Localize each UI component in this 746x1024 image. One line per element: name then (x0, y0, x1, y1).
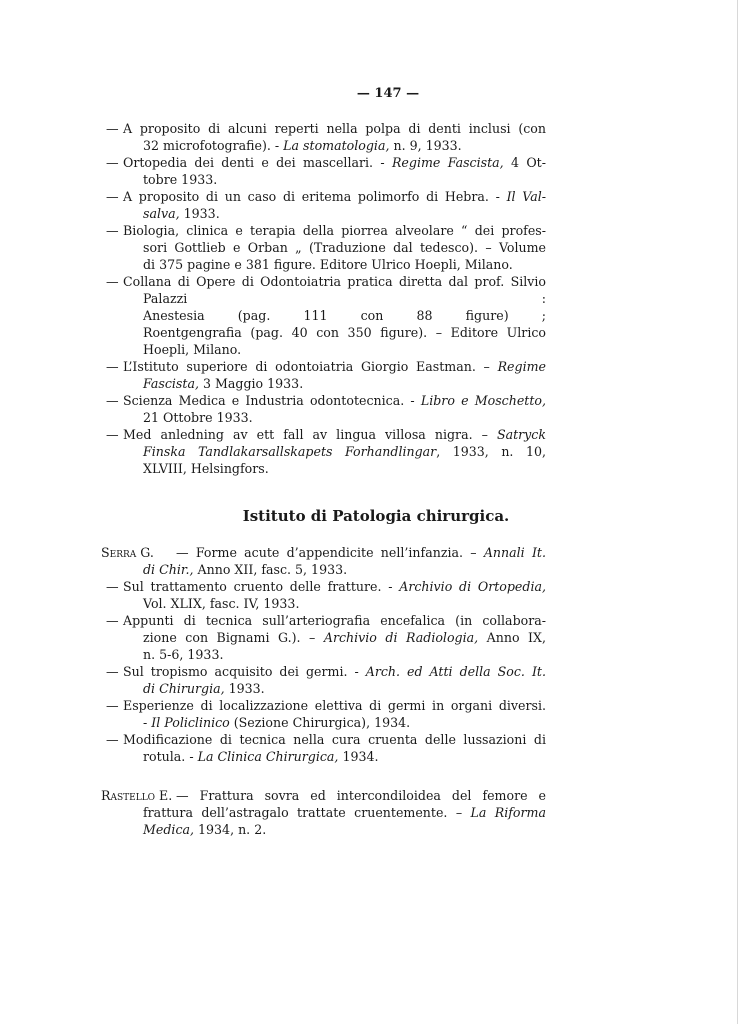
entry-text: frattura dell’astragalo trattate cruentemente. – (143, 805, 471, 820)
entry-line (123, 273, 546, 290)
entry-text: L’Istituto superiore di odontoiatria Giorgio Eastman. – (123, 359, 498, 374)
entry-line (143, 375, 303, 392)
entry-dash: — (106, 155, 119, 170)
entry-line (143, 561, 347, 578)
entry-dash: — (106, 698, 119, 713)
entry-line (143, 595, 299, 612)
entry-text: 32 microfotografie). - (143, 138, 284, 153)
entry-line (123, 154, 546, 171)
entry-text: Anestesia (pag. 111 con 88 figure) ; (143, 308, 546, 323)
entry-text: n. 5-6, 1933. (143, 647, 224, 662)
entry-line (176, 544, 546, 561)
entry-dash: — (106, 359, 119, 374)
entry-dash: — (106, 732, 119, 747)
entry-dash: — (106, 613, 119, 628)
entry-line (143, 171, 217, 188)
journal-title: La stomatologia, (283, 138, 390, 153)
entry-text: Hoepli, Milano. (143, 342, 242, 357)
entry-text: Appunti di tecnica sull’arteriografia encefalica (in collabora- (123, 613, 546, 628)
entry-line (176, 787, 546, 804)
entry-line (143, 256, 513, 273)
entry-text: , 1933, n. 10, (436, 444, 546, 459)
entry-line (143, 714, 410, 731)
entry-line (123, 578, 546, 595)
entry-line (123, 392, 546, 409)
entry-dash: — (106, 189, 119, 204)
entry-text: Modificazione di tecnica nella cura cruenta delle lussazioni di (123, 732, 546, 747)
entry-text: 3 Maggio 1933. (198, 376, 304, 391)
entry-dash: — (106, 664, 119, 679)
entry-text: — Frattura sovra ed intercondiloidea del femore e (176, 788, 546, 803)
journal-title: Fascista, (143, 376, 199, 391)
journal-title: Arch. ed Atti della Soc. It. (365, 664, 546, 679)
journal-title: Medica, (143, 822, 195, 837)
journal-title: Satryck (496, 427, 546, 442)
author-name: Serra G. (101, 545, 154, 560)
entry-text: 1934. (338, 749, 379, 764)
entry-dash: — (106, 274, 119, 289)
journal-title: Finska Tandlakarsallskapets Forhandlingar (143, 444, 437, 459)
entry-text: Roentgengrafia (pag. 40 con 350 figure). – Editore Ulrico (143, 325, 546, 340)
entry-text: Biologia, clinica e terapia della piorrea alveolare “ dei profes- (123, 223, 546, 238)
entry-text: di 375 pagine e 381 figure. Editore Ulrico Hoepli, Milano. (143, 257, 513, 272)
entry-line (143, 137, 462, 154)
entry-line (143, 341, 241, 358)
entry-line (123, 731, 546, 748)
journal-title: La Riforma (470, 805, 546, 820)
page-number: — 147 — (356, 86, 420, 101)
entry-line (123, 188, 546, 205)
entry-line (143, 239, 546, 256)
entry-line (143, 804, 546, 821)
entry-text: Vol. XLIX, fasc. IV, 1933. (143, 596, 300, 611)
entry-text: Anno IX, (478, 630, 546, 645)
entry-text: zione con Bignami G.). – (143, 630, 324, 645)
entry-line (143, 307, 546, 324)
entry-line (123, 697, 546, 714)
entry-text: Ortopedia dei denti e dei mascellari. - (123, 155, 392, 170)
entry-text: 1934, n. 2. (194, 822, 267, 837)
author-name: Rastello E. (101, 788, 173, 803)
entry-dash: — (106, 393, 119, 408)
entry-line (123, 358, 546, 375)
entry-text: Sul tropismo acquisito dei germi. - (123, 664, 366, 679)
entry-text: 1933. (224, 681, 265, 696)
journal-title: Regime (497, 359, 546, 374)
journal-title: Annali It. (483, 545, 546, 560)
journal-title: di Chirurgia, (143, 681, 225, 696)
entry-line (143, 409, 253, 426)
entry-text: 1933. (179, 206, 220, 221)
entry-text: sori Gottlieb e Orban „ (Traduzione dal tedesco). – Volume (143, 240, 546, 255)
entry-line (143, 324, 546, 341)
entry-line (123, 663, 546, 680)
entry-text: Collana di Opere di Odontoiatria pratica diretta dal prof. Silvio (123, 274, 546, 289)
entry-dash: — (106, 121, 119, 136)
entry-text: 21 Ottobre 1933. (143, 410, 253, 425)
entry-text: (Sezione Chirurgica), 1934. (229, 715, 411, 730)
journal-title: salva, (143, 206, 180, 221)
entry-line (143, 748, 379, 765)
entry-line (123, 120, 546, 137)
entry-text: Med anledning av ett fall av lingua villosa nigra. – (123, 427, 497, 442)
journal-title: Archivio di Ortopedia, (399, 579, 546, 594)
entry-line (123, 426, 546, 443)
journal-title: Archivio di Radiologia, (323, 630, 479, 645)
entry-line (143, 443, 546, 460)
entry-text: Palazzi : (143, 291, 546, 306)
journal-title: Il Val- (506, 189, 546, 204)
entry-line (143, 821, 266, 838)
entry-line (143, 205, 220, 222)
entry-line (143, 290, 546, 307)
entry-line (123, 222, 546, 239)
journal-title: Regime Fascista, (391, 155, 504, 170)
entry-dash: — (106, 579, 119, 594)
entry-text: A proposito di un caso di eritema polimorfo di Hebra. - (123, 189, 507, 204)
entry-dash: — (106, 427, 119, 442)
entry-text: tobre 1933. (143, 172, 218, 187)
entry-text: Sul trattamento cruento delle fratture. - (123, 579, 400, 594)
journal-title: Libro e Moschetto, (420, 393, 547, 408)
entry-text: 4 Ot- (503, 155, 546, 170)
entry-line (123, 612, 546, 629)
entry-dash: — (106, 223, 119, 238)
entry-text: n. 9, 1933. (389, 138, 462, 153)
entry-line (143, 680, 265, 697)
entry-text: XLVIII, Helsingfors. (143, 461, 269, 476)
entry-text: A proposito di alcuni reperti nella polpa di denti inclusi (con (123, 121, 546, 136)
entry-text: Esperienze di localizzazione elettiva di germi in organi diversi. (123, 698, 546, 713)
entry-text: Scienza Medica e Industria odontotecnica. - (123, 393, 421, 408)
entry-text: rotula. - (143, 749, 198, 764)
entry-text: Anno XII, fasc. 5, 1933. (193, 562, 348, 577)
journal-title: Il Policlinico (151, 715, 230, 730)
section-heading: Istituto di Patologia chirurgica. (242, 507, 510, 525)
entry-line (143, 629, 546, 646)
journal-title: di Chir., (143, 562, 194, 577)
journal-title: La Clinica Chirurgica, (197, 749, 339, 764)
entry-text: - (143, 715, 152, 730)
entry-text: — Forme acute d’appendicite nell’infanzia. – (176, 545, 484, 560)
entry-line (143, 460, 269, 477)
entry-line (143, 646, 223, 663)
